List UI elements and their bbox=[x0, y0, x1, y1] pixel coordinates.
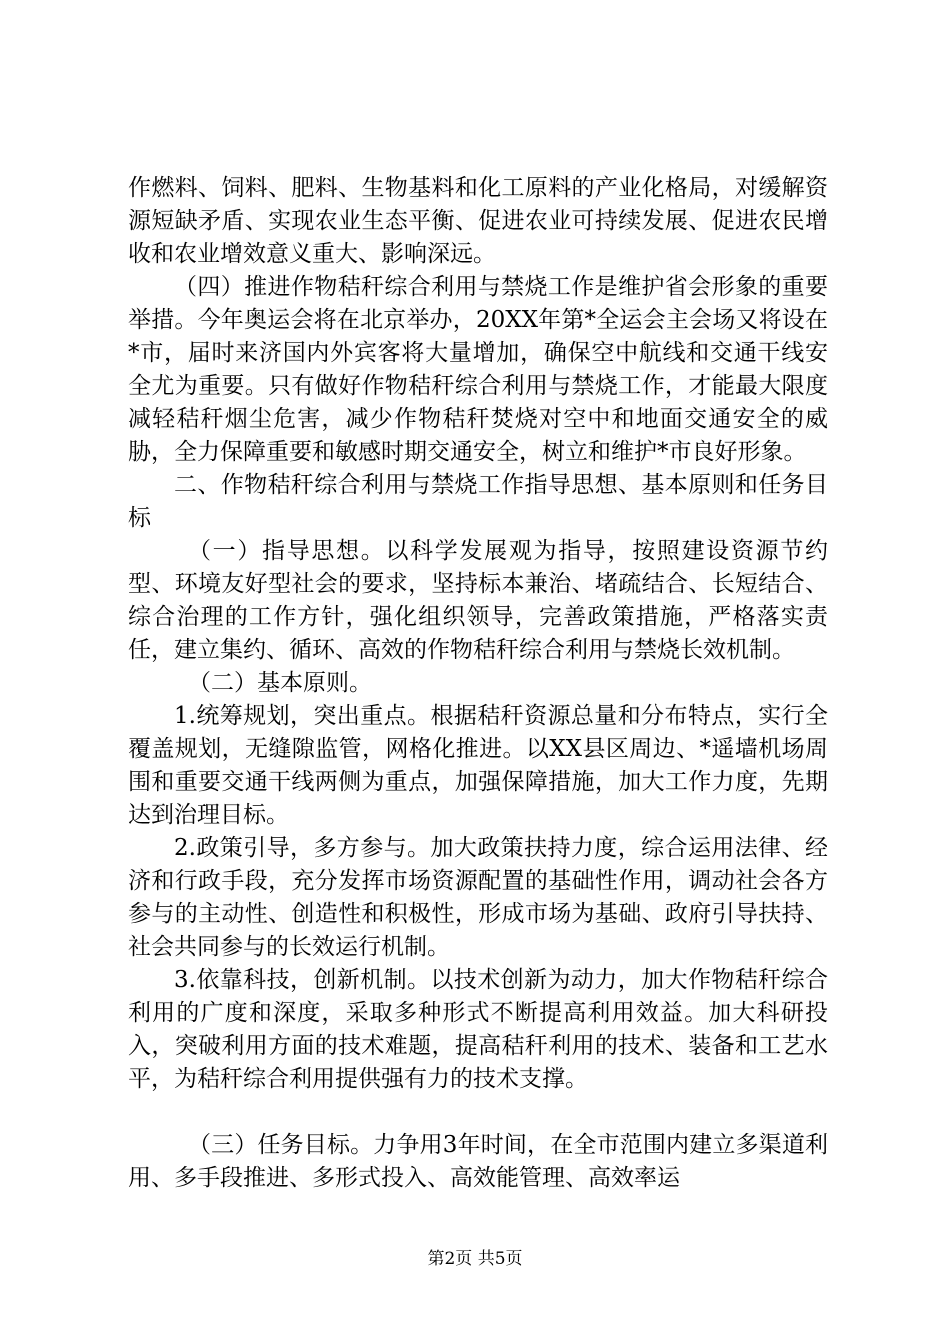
paragraph-spacer bbox=[128, 1096, 828, 1129]
section-heading-2: 二、作物秸秆综合利用与禁烧工作指导思想、基本原则和任务目标 bbox=[128, 472, 828, 531]
paragraph-basic-principles: （二）基本原则。 bbox=[188, 670, 372, 696]
paragraph-continuation: 作燃料、饲料、肥料、生物基料和化工原料的产业化格局，对缓解资源短缺矛盾、实现农业生态平衡、促进农业可持续发展、促进农民增收和农业增效意义重大、影响深远。 bbox=[128, 175, 828, 267]
paragraph-principle-2: 2.政策引导，多方参与。加大政策扶持力度，综合运用法律、经济和行政手段，充分发挥市场资源配置的基础性作用，调动社会各方参与的主动性、创造性和积极性，形成市场为基础、政府引导扶持、社会共同参与的长效运行机制。 bbox=[128, 835, 828, 960]
paragraph-guiding-thought: （一）指导思想。以科学发展观为指导，按照建设资源节约型、环境友好型社会的要求，坚持标本兼治、堵疏结合、长短结合、综合治理的工作方针，强化组织领导，完善政策措施，严格落实责任，建立集约、循环、高效的作物秸秆综合利用与禁烧长效机制。 bbox=[128, 538, 828, 663]
paragraph-task-goals: （三）任务目标。力争用3年时间，在全市范围内建立多渠道利用、多手段推进、多形式投入、高效能管理、高效率运 bbox=[128, 1132, 828, 1191]
page-number-footer: 第2页 共5页 bbox=[427, 1249, 523, 1269]
paragraph-principle-1: 1.统筹规划，突出重点。根据秸秆资源总量和分布特点，实行全覆盖规划，无缝隙监管，网格化推进。以XX县区周边、*遥墙机场周围和重要交通干线两侧为重点，加强保障措施，加大工作力度，先期达到治理目标。 bbox=[128, 703, 828, 828]
document-body bbox=[128, 172, 828, 1195]
paragraph-principle-3: 3.依靠科技，创新机制。以技术创新为动力，加大作物秸秆综合利用的广度和深度，采取多种形式不断提高利用效益。加大科研投入，突破利用方面的技术难题，提高秸秆利用的技术、装备和工艺水平，为秸秆综合利用提供强有力的技术支撑。 bbox=[128, 967, 828, 1092]
paragraph-section-4: （四）推进作物秸秆综合利用与禁烧工作是维护省会形象的重要举措。今年奥运会将在北京举办，20XX年第*全运会主会场又将设在*市，届时来济国内外宾客将大量增加，确保空中航线和交通干线安全尤为重要。只有做好作物秸秆综合利用与禁烧工作，才能最大限度减轻秸秆烟尘危害，减少作物秸秆焚烧对空中和地面交通安全的威胁，全力保障重要和敏感时期交通安全，树立和维护*市良好形象。 bbox=[128, 274, 828, 465]
